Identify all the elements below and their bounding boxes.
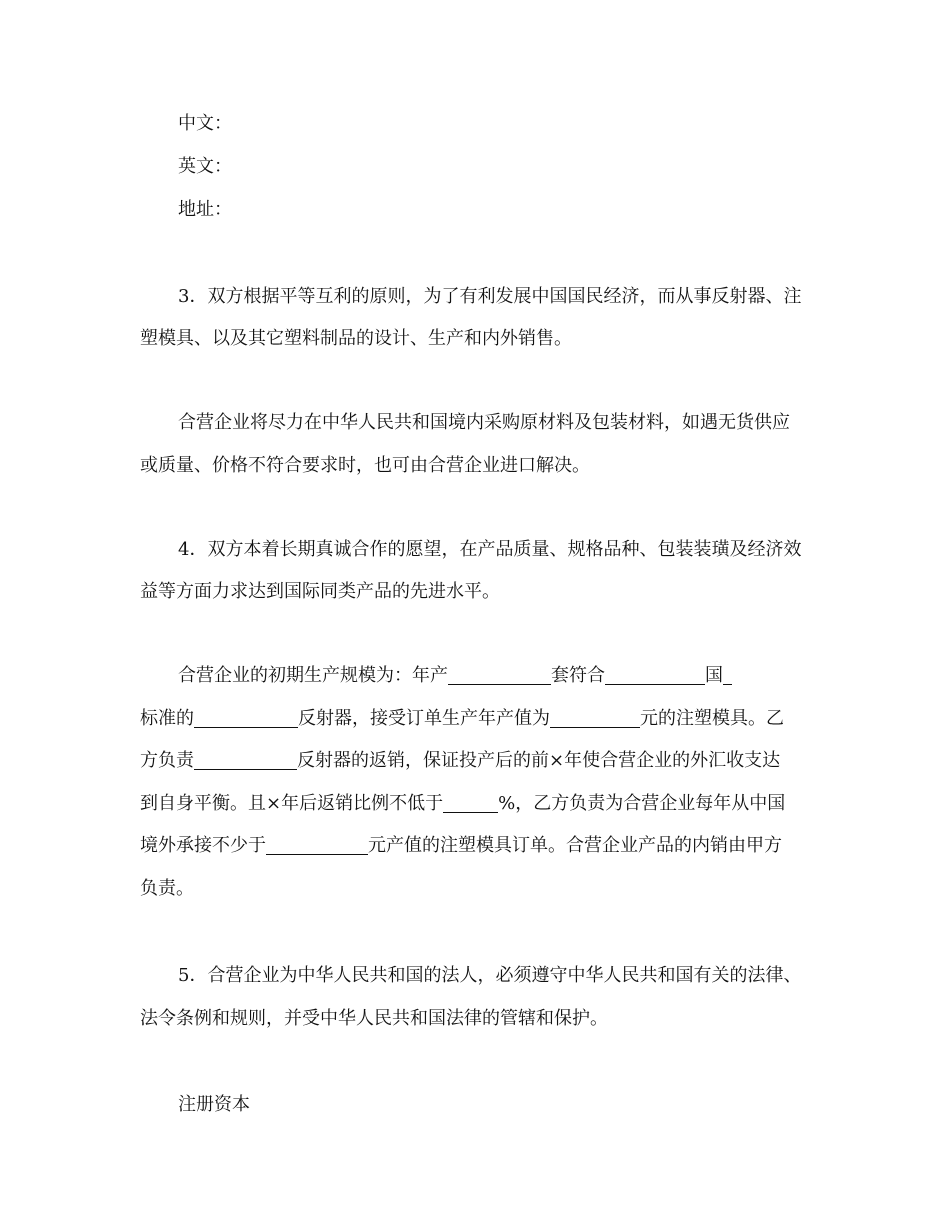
blank-buyback-ratio[interactable] <box>443 792 498 813</box>
scale-text-2b: 反射器，接受订单生产年产值为 <box>298 708 550 729</box>
scale-line-4 <box>140 792 785 816</box>
scale-line-1 <box>178 664 732 688</box>
scale-text-1c: 国 <box>705 665 723 686</box>
field-address: 地址： <box>178 199 232 220</box>
scale-text-5b: 元产值的注塑模具订单。合营企业产品的内销由甲方 <box>368 835 782 856</box>
clause-4-line-2: 益等方面力求达到国际同类产品的先进水平。 <box>140 581 500 602</box>
clause-3-line-2: 塑模具、以及其它塑料制品的设计、生产和内外销售。 <box>140 328 572 349</box>
blank-trailing <box>723 664 732 685</box>
scale-text-3a: 方负责 <box>140 750 194 771</box>
registered-capital-heading: 注册资本 <box>178 1094 250 1115</box>
scale-text-5a: 境外承接不少于 <box>140 835 266 856</box>
clause-5-line-2: 法令条例和规则，并受中华人民共和国法律的管辖和保护。 <box>140 1008 608 1029</box>
scale-text-1a: 合营企业的初期生产规模为：年产 <box>178 665 448 686</box>
scale-line-6: 负责。 <box>140 878 194 899</box>
procurement-line-2: 或质量、价格不符合要求时，也可由合营企业进口解决。 <box>140 455 590 476</box>
field-english: 英文： <box>178 156 232 177</box>
field-chinese: 中文： <box>178 113 232 134</box>
blank-annual-output[interactable] <box>448 664 551 685</box>
blank-standard[interactable] <box>194 707 298 728</box>
blank-buyback-product[interactable] <box>194 749 297 770</box>
scale-text-4a: 到自身平衡。且×年后返销比例不低于 <box>140 793 444 814</box>
scale-text-3b: 反射器的返销，保证投产后的前×年使合营企业的外汇收支达 <box>297 750 781 771</box>
clause-4-line-1: 4．双方本着长期真诚合作的愿望，在产品质量、规格品种、包装装璜及经济效 <box>178 539 802 560</box>
scale-line-2 <box>140 707 784 731</box>
clause-3-line-1: 3．双方根据平等互利的原则，为了有利发展中国国民经济，而从事反射器、注 <box>178 286 802 307</box>
scale-text-1b: 套符合 <box>551 665 605 686</box>
scale-line-5 <box>140 834 782 858</box>
scale-text-2a: 标准的 <box>140 708 194 729</box>
scale-text-2c: 元的注塑模具。乙 <box>640 708 784 729</box>
blank-standard-country[interactable] <box>605 664 705 685</box>
blank-order-value[interactable] <box>550 707 640 728</box>
scale-text-4b: %，乙方负责为合营企业每年从中国 <box>498 793 786 814</box>
procurement-line-1: 合营企业将尽力在中华人民共和国境内采购原材料及包装材料，如遇无货供应 <box>178 412 790 433</box>
scale-line-3 <box>140 749 780 773</box>
clause-5-line-1: 5．合营企业为中华人民共和国的法人，必须遵守中华人民共和国有关的法律、 <box>178 965 802 986</box>
blank-mold-order-value[interactable] <box>266 834 368 855</box>
